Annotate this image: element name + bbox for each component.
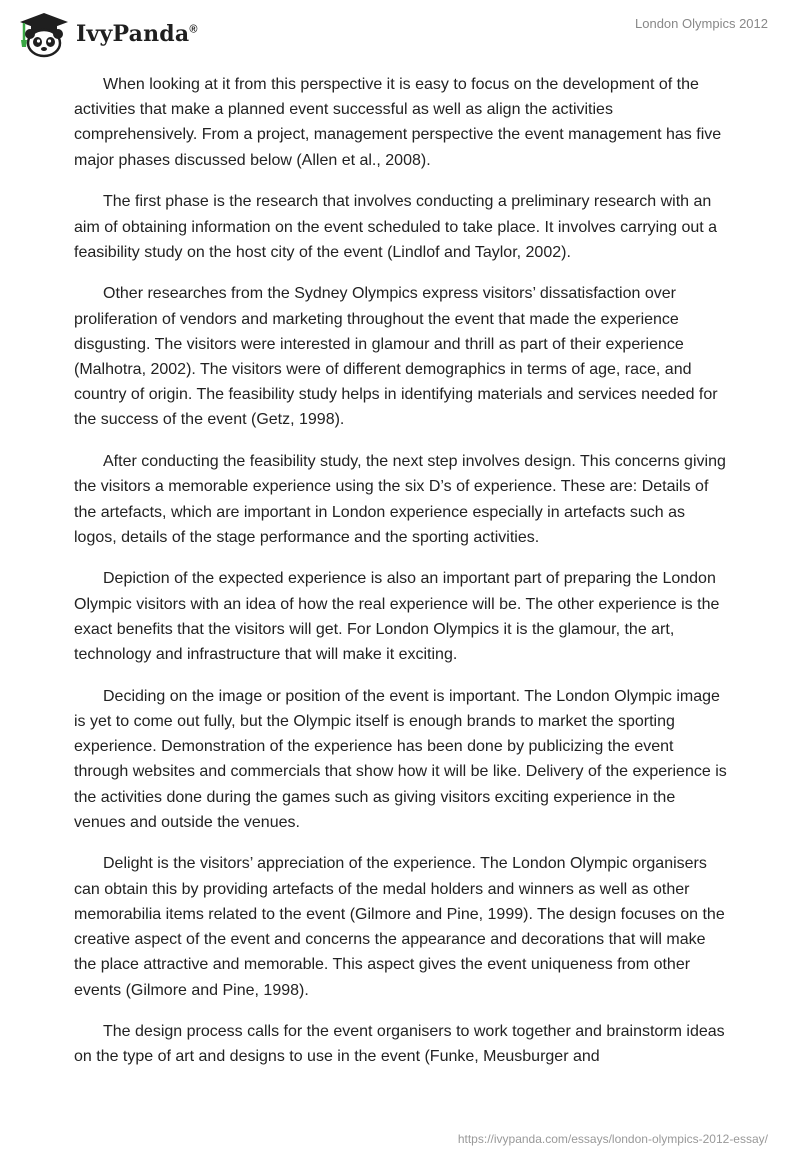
document-title: London Olympics 2012 bbox=[635, 16, 768, 31]
paragraph-7: Delight is the visitors’ appreciation of the experience. The London Olympic organisers can obtain this by providing artefacts of the medal holders and winners as well as other memorabilia items related to the event (Gilmore and Pine, 1999). The design focuses on the creative aspect of the event and concerns the appearance and decorations that will make the place attractive and memorable. This aspect gives the event uniqueness from other events (Gilmore and Pine, 1998). bbox=[74, 855, 725, 999]
panda-graduate-icon bbox=[14, 10, 72, 58]
paragraph-8: The design process calls for the event organisers to work together and brainstorm ideas on the type of art and designs to use in the event (Funke, Meusburger and bbox=[74, 1023, 725, 1066]
paragraph-2: The first phase is the research that involves conducting a preliminary research with an aim of obtaining information on the event scheduled to take place. It involves carrying out a feasibility study on the host city of the event (Lindlof and Taylor, 2002). bbox=[74, 193, 718, 261]
paragraph-5: Depiction of the expected experience is also an important part of preparing the London Olympic visitors with an idea of how the real experience will be. The other experience is the exact benefits that the visitors will get. For London Olympics it is the glamour, the art, technology and infrastructure that will make it exciting. bbox=[74, 570, 720, 664]
essay-body bbox=[74, 72, 728, 1086]
paragraph-4: After conducting the feasibility study, the next step involves design. This concerns giving the visitors a memorable experience using the six D’s of experience. These are: Details of the artefacts, which are important in London experience especially in artefacts such as logos, details of the stage performance and the sporting activities. bbox=[74, 453, 726, 546]
ivypanda-logo[interactable] bbox=[14, 10, 198, 58]
registered-mark: ® bbox=[189, 23, 198, 36]
paragraph-1: When looking at it from this perspective it is easy to focus on the development of the activities that make a planned event successful as well as align the activities comprehensively. From a project, management perspective the event management has five major phases discussed below (Allen et al., 2008). bbox=[74, 76, 722, 169]
page-header bbox=[0, 0, 800, 70]
source-url-link[interactable]: https://ivypanda.com/essays/london-olympics-2012-essay/ bbox=[457, 1132, 768, 1146]
logo-wordmark: IvyPanda® bbox=[76, 21, 198, 47]
paragraph-3: Other researches from the Sydney Olympics express visitors’ dissatisfaction over proliferation of vendors and marketing throughout the event that made the experience disgusting. The visitors were interested in glamour and thrill as part of their experience (Malhotra, 2002). The visitors were of different demographics in terms of age, race, and country of origin. The feasibility study helps in identifying materials and services needed for the success of the event (Getz, 1998). bbox=[74, 285, 718, 429]
paragraph-6: Deciding on the image or position of the event is important. The London Olympic image is yet to come out fully, but the Olympic itself is enough brands to market the sporting experience. Demonstration of the experience has been done by publicizing the event through websites and commercials that show how it will be like. Delivery of the experience is the activities done during the games such as giving visitors exciting experience in the venues and outside the venues. bbox=[74, 687, 727, 831]
